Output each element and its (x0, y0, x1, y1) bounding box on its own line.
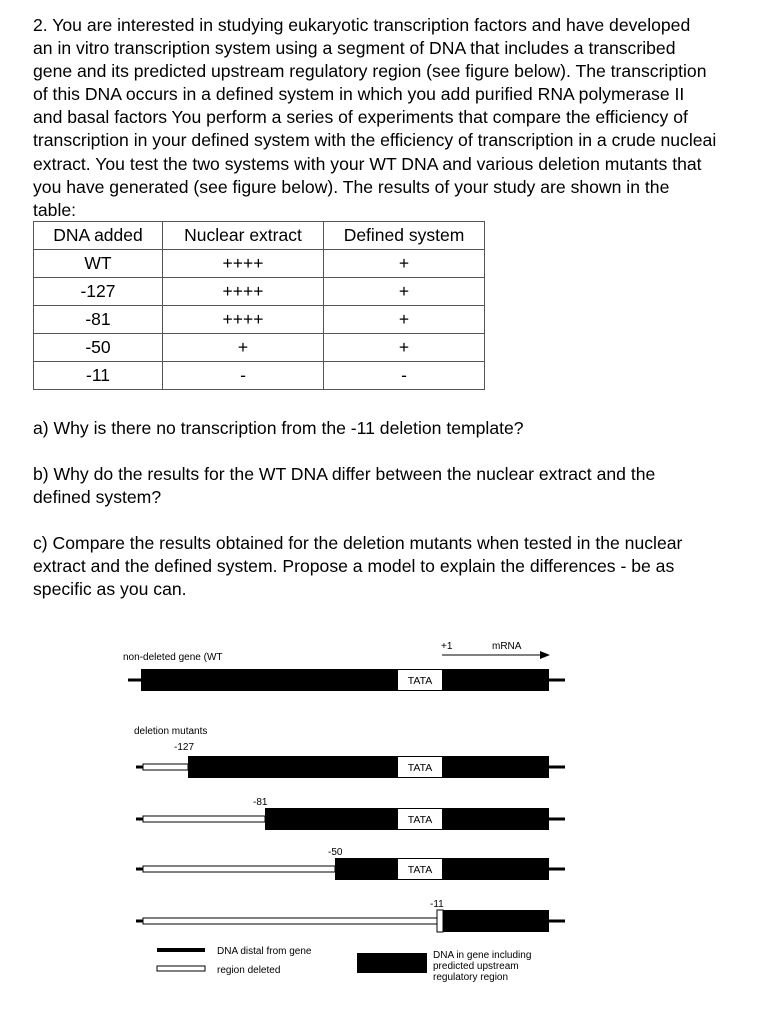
legend-deleted-swatch (157, 966, 205, 971)
plus-one-label: +1 (441, 641, 453, 652)
intro-line: you have generated (see figure below). The results of your study are shown in the (33, 176, 670, 197)
intro-line: 2. You are interested in studying eukaryotic transcription factors and have developed (33, 15, 691, 35)
legend-gene-label: predicted upstream (433, 961, 519, 972)
intro-line: transcription in your defined system with the efficiency of transcription in a crude nucleai (33, 130, 717, 151)
table-cell: ++++ (163, 250, 324, 278)
table-cell: ++++ (163, 306, 324, 334)
legend-distal-label: DNA distal from gene (217, 946, 312, 957)
mutant-81-deleted-region (143, 816, 265, 822)
intro-line: of this DNA occurs in a defined system in which you add purified RNA polymerase II (33, 84, 685, 105)
mutant-127-gene-block (188, 756, 549, 778)
intro-line: table: (33, 199, 77, 220)
column-header-defined: Defined system (324, 222, 485, 250)
subquestion-line: defined system? (33, 487, 162, 507)
wt-tata-label: TATA (407, 675, 433, 687)
legend-gene-label: DNA in gene including (433, 950, 532, 961)
intro-line: extract. You test the two systems with your WT DNA and various deletion mutants that (33, 153, 702, 174)
intro-line: and basal factors You perform a series of experiments that compare the efficiency of (33, 107, 688, 128)
table-cell: ++++ (163, 278, 324, 306)
subquestion-line: b) Why do the results for the WT DNA differ between the nuclear extract and the (33, 464, 656, 484)
mutant-127-label: -127 (174, 742, 195, 753)
legend-gene-swatch (357, 953, 427, 973)
mrna-label: mRNA (492, 641, 522, 652)
mutant-11-gene-block (443, 910, 549, 932)
table-cell: + (324, 334, 485, 362)
table-cell: + (163, 334, 324, 362)
mutant-81-tata-label: TATA (407, 814, 433, 826)
column-header-nuclear: Nuclear extract (163, 222, 324, 250)
mutant-81-label: -81 (253, 797, 268, 808)
table-cell: + (324, 278, 485, 306)
table-cell: + (324, 250, 485, 278)
wt-label: non-deleted gene (WT (123, 652, 223, 663)
subquestion-line: extract and the defined system. Propose a model to explain the differences - be as (33, 556, 675, 576)
mutant-50-tata-label: TATA (407, 864, 433, 876)
table-cell: -50 (34, 334, 163, 362)
table-cell: + (324, 306, 485, 334)
mrna-arrow-head (540, 651, 550, 659)
subquestion-line: a) Why is there no transcription from the -11 deletion template? (33, 418, 524, 438)
intro-line: gene and its predicted upstream regulatory region (see figure below). The transcription (33, 61, 707, 82)
mutant-127-deleted-region (143, 764, 188, 770)
mutant-127-tata-label: TATA (407, 762, 433, 774)
mutant-11-tata-remnant (437, 910, 443, 932)
subquestion-line: c) Compare the results obtained for the deletion mutants when tested in the nuclear (33, 533, 683, 553)
intro-line: an in vitro transcription system using a segment of DNA that includes a transcribed (33, 38, 676, 59)
subquestion-line: specific as you can. (33, 579, 187, 599)
legend-deleted-label: region deleted (217, 965, 281, 976)
deletion-mutants-label: deletion mutants (134, 726, 208, 737)
legend-gene-label: regulatory region (433, 972, 509, 983)
table-cell: WT (34, 250, 163, 278)
wt-gene-block (141, 669, 549, 691)
mutant-50-label: -50 (328, 847, 343, 858)
table-cell: -11 (34, 362, 163, 390)
mutant-11-label: -11 (430, 899, 444, 910)
mutant-11-deleted-region (143, 918, 437, 924)
mutant-50-deleted-region (143, 866, 335, 872)
table-cell: - (163, 362, 324, 390)
table-cell: -127 (34, 278, 163, 306)
table-cell: -81 (34, 306, 163, 334)
column-header-dna: DNA added (34, 222, 163, 250)
table-cell: - (324, 362, 485, 390)
